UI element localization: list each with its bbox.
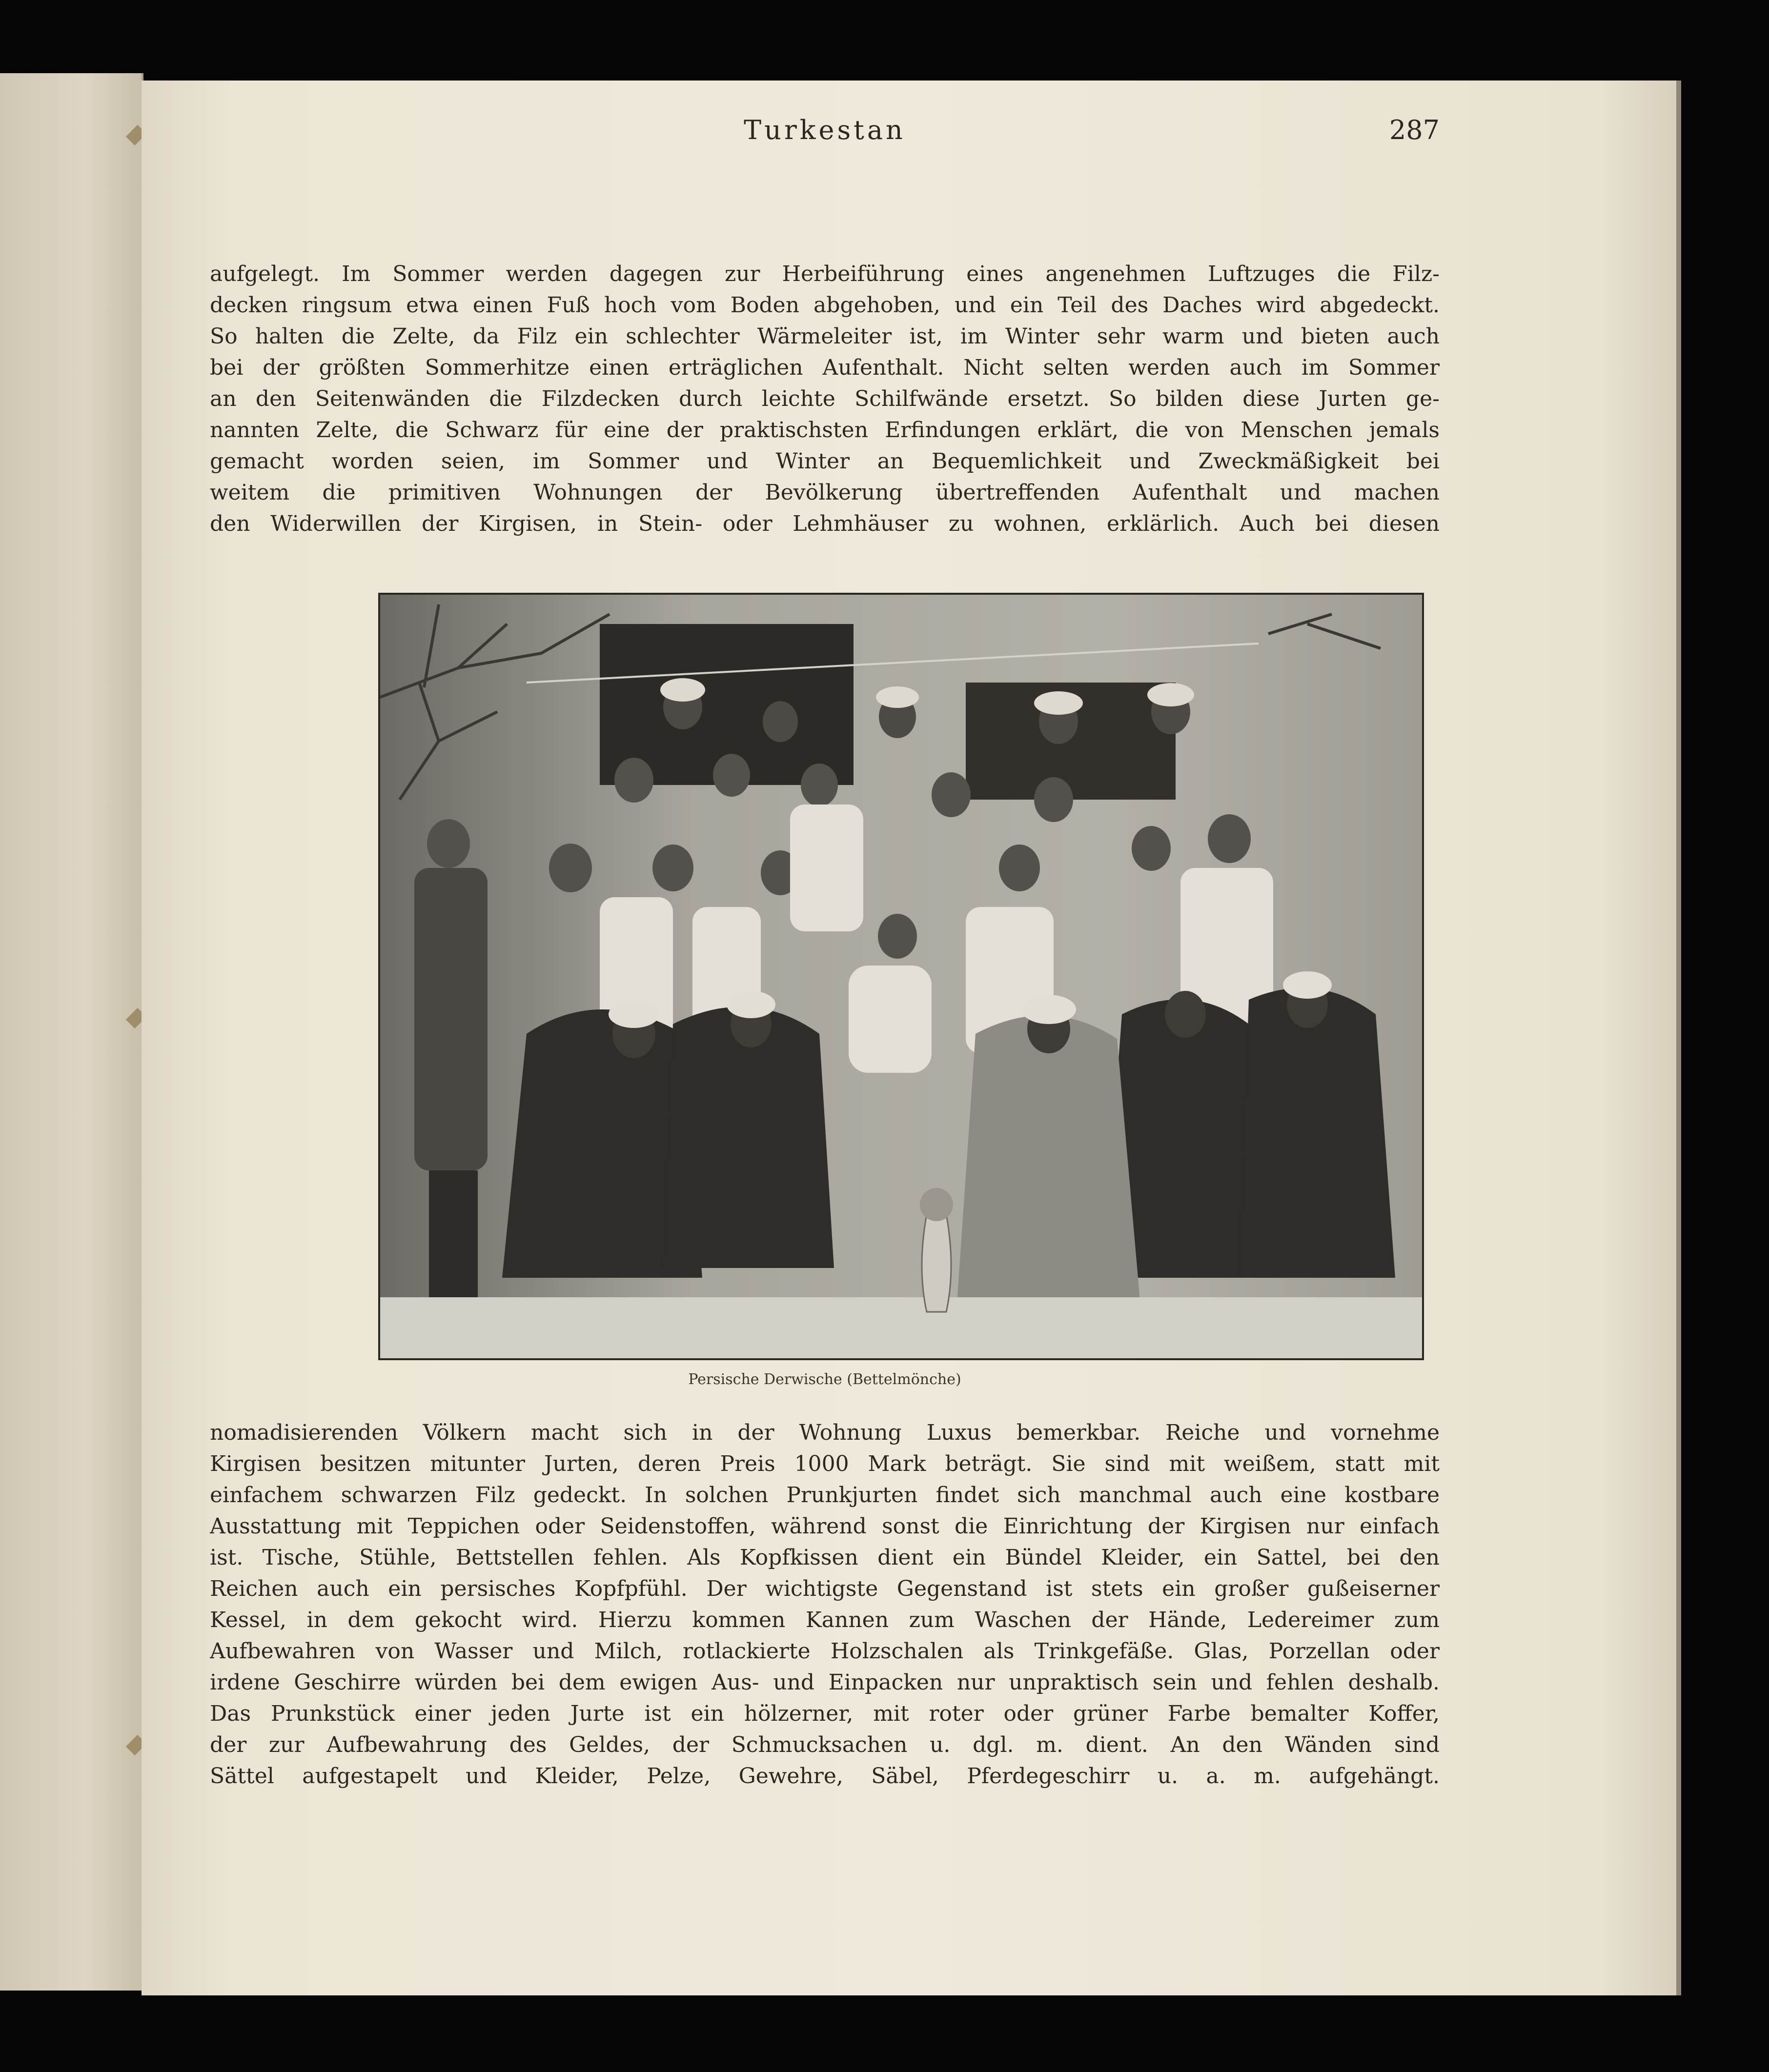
figure-caption: Persische Derwische (Bettelmönche) bbox=[688, 1371, 961, 1388]
text-line: den Widerwillen der Kirgisen, in Stein- oder Lehmhäuser zu wohnen, erklärlich. Auch bei diesen bbox=[210, 511, 1440, 536]
top-paragraph bbox=[210, 259, 1440, 540]
text-line: aufgelegt. Im Sommer werden dagegen zur Herbeiführung eines angenehmen Luftzuges die Filz- bbox=[210, 262, 1440, 286]
page-header bbox=[210, 115, 1440, 154]
left-page-edge bbox=[0, 73, 143, 1991]
dervish-group-photo bbox=[378, 593, 1424, 1360]
text-line: Reichen auch ein persisches Kopfpfühl. Der wichtigste Gegenstand ist stets ein großer gußeiserner bbox=[210, 1576, 1440, 1601]
text-line: ist. Tische, Stühle, Bettstellen fehlen. Als Kopfkissen dient ein Bündel Kleider, ein Sattel, bei den bbox=[210, 1545, 1440, 1570]
text-line: bei der größten Sommerhitze einen erträglichen Aufenthalt. Nicht selten werden auch im Sommer bbox=[210, 355, 1440, 380]
bottom-paragraph bbox=[210, 1417, 1440, 1792]
text-line: gemacht worden seien, im Sommer und Winter an Bequemlichkeit und Zweckmäßigkeit bei bbox=[210, 449, 1440, 474]
text-line: weitem die primitiven Wohnungen der Bevölkerung übertreffenden Aufenthalt und machen bbox=[210, 480, 1440, 505]
text-line: Kirgisen besitzen mitunter Jurten, deren Preis 1000 Mark beträgt. Sie sind mit weißem, statt mit bbox=[210, 1451, 1440, 1476]
text-line: irdene Geschirre würden bei dem ewigen Aus- und Einpacken nur unpraktisch sein und fehlen deshalb. bbox=[210, 1670, 1440, 1695]
text-line: der zur Aufbewahrung des Geldes, der Schmucksachen u. dgl. m. dient. An den Wänden sind bbox=[210, 1732, 1440, 1757]
text-line: Aufbewahren von Wasser und Milch, rotlackierte Holzschalen als Trinkgefäße. Glas, Porzellan oder bbox=[210, 1639, 1440, 1664]
page-number: 287 bbox=[1389, 115, 1440, 145]
running-title: Turkestan bbox=[744, 115, 906, 145]
text-line: nomadisierenden Völkern macht sich in der Wohnung Luxus bemerkbar. Reiche und vornehme bbox=[210, 1420, 1440, 1445]
photo-illustration bbox=[380, 595, 1422, 1358]
text-line: So halten die Zelte, da Filz ein schlechter Wärmeleiter ist, im Winter sehr warm und bieten auch bbox=[210, 324, 1440, 349]
text-line: an den Seitenwänden die Filzdecken durch leichte Schilfwände ersetzt. So bilden diese Jurten ge- bbox=[210, 386, 1440, 411]
text-line: Kessel, in dem gekocht wird. Hierzu kommen Kannen zum Waschen der Hände, Ledereimer zum bbox=[210, 1608, 1440, 1632]
text-line: einfachem schwarzen Filz gedeckt. In solchen Prunkjurten findet sich manchmal auch eine kostbare bbox=[210, 1483, 1440, 1508]
text-line: Ausstattung mit Teppichen oder Seidenstoffen, während sonst die Einrichtung der Kirgisen nur einfach bbox=[210, 1514, 1440, 1539]
text-line: decken ringsum etwa einen Fuß hoch vom Boden abgehoben, und ein Teil des Daches wird abgedeckt. bbox=[210, 293, 1440, 318]
text-line: Sättel aufgestapelt und Kleider, Pelze, Gewehre, Säbel, Pferdegeschirr u. a. m. aufgehängt. bbox=[210, 1764, 1440, 1789]
text-line: Das Prunkstück einer jeden Jurte ist ein hölzerner, mit roter oder grüner Farbe bemalter Koffer, bbox=[210, 1701, 1440, 1726]
text-line: nannten Zelte, die Schwarz für eine der praktischsten Erfindungen erklärt, die von Menschen jemals bbox=[210, 418, 1440, 443]
